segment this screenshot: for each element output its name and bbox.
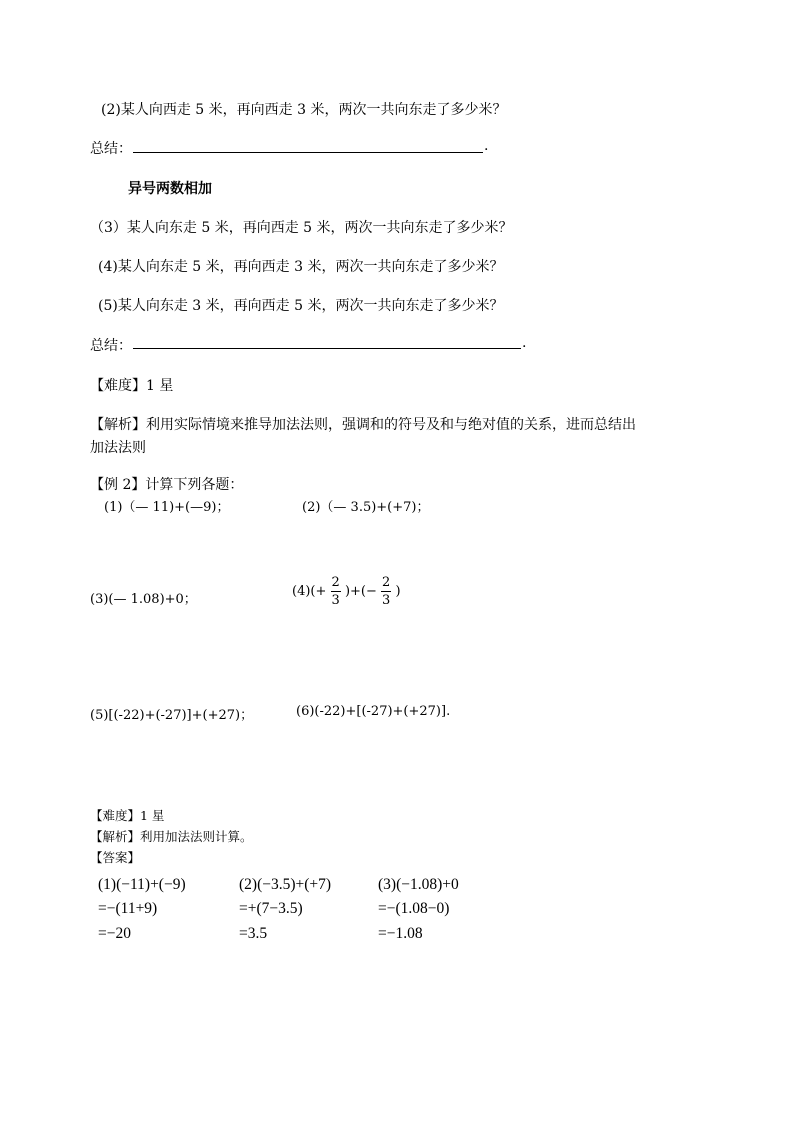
problem-4-middle: )+(− <box>344 584 377 599</box>
example-2-title: 【例 2】计算下列各题： <box>90 477 244 493</box>
problem-1: (1)（— 11)+(—9)； <box>104 500 230 515</box>
question-5: (5)某人向东走 3 米，再向西走 5 米，两次一共向东走了多少米？ <box>98 298 504 314</box>
fraction-bar <box>381 591 391 592</box>
answer-2-line-3: =3.5 <box>239 925 268 942</box>
answer-1-line-2: =−(11+9) <box>98 900 158 917</box>
summary-2-label: 总结： <box>90 338 132 354</box>
fraction-denominator: 3 <box>382 593 391 608</box>
summary-2-blank <box>133 348 521 349</box>
difficulty-1: 【难度】1 星 <box>90 378 174 394</box>
problem-4-prefix: (4)(+ <box>292 584 327 599</box>
fraction-two-thirds-positive <box>331 576 341 607</box>
analysis-1-line-1: 【解析】利用实际情境来推导加法法则，强调和的符号及和与绝对值的关系，进而总结出 <box>90 417 636 433</box>
question-2: (2)某人向西走 5 米，再向西走 3 米，两次一共向东走了多少米？ <box>101 102 507 118</box>
question-3: （3）某人向东走 5 米，再向西走 5 米，两次一共向东走了多少米？ <box>90 220 513 236</box>
problem-5: (5)[(-22)+(-27)]+(+27)； <box>90 708 254 723</box>
fraction-numerator: 2 <box>382 575 391 590</box>
summary-1-label: 总结： <box>90 141 132 157</box>
answer-label: 【答案】 <box>90 850 141 865</box>
question-4: (4)某人向东走 5 米，再向西走 3 米，两次一共向东走了多少米？ <box>98 259 504 275</box>
summary-1-end: . <box>484 138 489 154</box>
fraction-two-thirds-negative <box>381 576 391 607</box>
problem-4 <box>292 576 401 607</box>
answer-3-line-1: (3)(−1.08)+0 <box>378 876 459 893</box>
summary-1-blank <box>133 152 483 153</box>
answer-3-line-2: =−(1.08−0) <box>378 900 450 917</box>
problem-4-suffix: ) <box>395 584 401 599</box>
problem-3: (3)(— 1.08)+0； <box>90 592 197 607</box>
answer-2-line-1: (2)(−3.5)+(+7) <box>239 876 332 893</box>
answer-1-line-3: =−20 <box>98 925 131 942</box>
fraction-numerator: 2 <box>331 575 340 590</box>
analysis-1-line-2: 加法法则 <box>90 440 146 456</box>
answer-3-line-3: =−1.08 <box>378 925 423 942</box>
problem-6: (6)(-22)+[(-27)+(+27)]. <box>296 704 451 719</box>
heading-different-sign-addition: 异号两数相加 <box>128 181 212 197</box>
answer-1-line-1: (1)(−11)+(−9) <box>98 876 186 893</box>
fraction-denominator: 3 <box>331 593 340 608</box>
summary-2-end: . <box>522 335 527 351</box>
problem-2: (2)（— 3.5)+(+7)； <box>302 500 430 515</box>
analysis-2: 【解析】利用加法法则计算。 <box>90 829 253 844</box>
answer-2-line-2: =+(7−3.5) <box>239 900 303 917</box>
difficulty-2: 【难度】1 星 <box>90 808 165 823</box>
fraction-bar <box>331 591 341 592</box>
